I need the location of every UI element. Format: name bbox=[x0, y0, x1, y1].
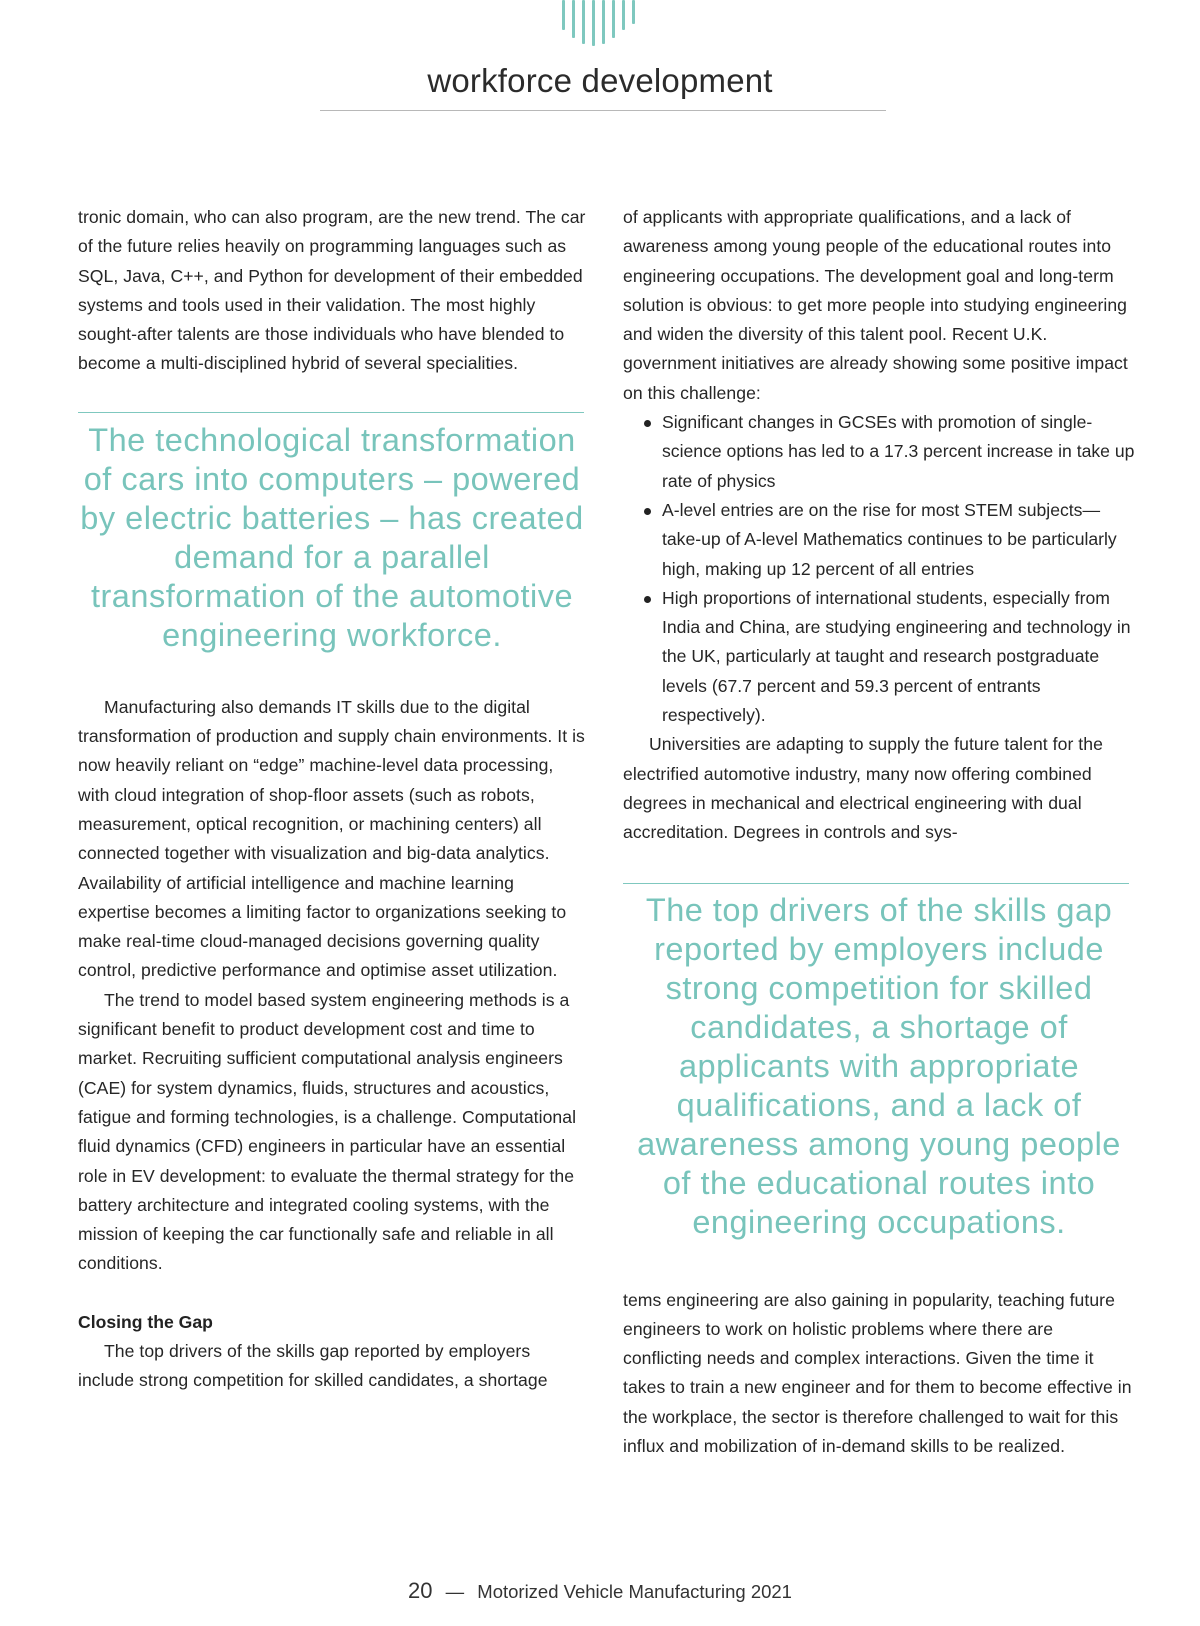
bullet-list bbox=[623, 408, 1135, 730]
left-paragraph-2: Manufacturing also demands IT skills due to the digital transformation of production and supply chain environments. It is now heavily reliant on “edge” machine-level data processing, with cloud integration of shop-floor assets (such as robots, measurement, optical recognition, or machining centers) all connected together with visualization and big-data analytics. Availability of artificial intelligence and machine learning expertise becomes a limiting factor to organizations seeking to make real-time cloud-managed decisions governing quality control, predictive performance and optimise asset utilization. bbox=[78, 696, 585, 981]
section-title: workforce development bbox=[427, 62, 773, 99]
left-paragraph-1: tronic domain, who can also program, are the new trend. The car of the future relies heavily on programming languages such as SQL, Java, C++, and Python for development of their embedded systems and tools used in their validation. The most highly sought-after talents are those individuals who have blended to become a multi-disciplined hybrid of several specialities. bbox=[78, 207, 586, 374]
right-paragraph-1: of applicants with appropriate qualifications, and a lack of awareness among young people of the educational routes into engineering occupations. The development goal and long-term solution is obvious: to get more people into studying engineering and widen the diversity of this talent pool. Recent U.K. government initiatives are already showing some positive impact on this challenge: bbox=[623, 207, 1128, 403]
pull-quote-right: The top drivers of the skills gap reported by employers include strong competition for skilled candidates, a shortage of applicants with appropriate qualifications, and a lack of awareness among young people of the educational routes into engineering occupations. bbox=[637, 891, 1121, 1240]
title-divider bbox=[320, 110, 886, 111]
pull-quote-left: The technological transformation of cars into computers – powered by electric batteries – has created demand for a parallel transformation of the automotive engineering workforce. bbox=[80, 421, 584, 653]
right-column bbox=[623, 203, 1135, 1461]
publication-name: Motorized Vehicle Manufacturing 2021 bbox=[477, 1581, 792, 1602]
right-paragraph-3: tems engineering are also gaining in popularity, teaching future engineers to work on holistic problems where there are conflicting needs and complex interactions. Given the time it takes to train a new engineer and for them to become effective in the workplace, the sector is therefore challenged to wait for this influx and mobilization of in-demand skills to be realized. bbox=[623, 1289, 1132, 1457]
left-paragraph-3: The trend to model based system engineering methods is a significant benefit to product development cost and time to market. Recruiting sufficient computational analysis engineers (CAE) for system dynamics, fluids, structures and acoustics, fatigue and forming technologies, is a challenge. Computational fluid dynamics (CFD) engineers in particular have an essential role in EV development: to evaluate the thermal strategy for the battery architecture and integrated cooling systems, with the mission of keeping the car functionally safe and reliable in all conditions. bbox=[78, 989, 577, 1274]
left-column bbox=[78, 203, 586, 1396]
list-item: A-level entries are on the rise for most STEM subjects—take-up of A-level Mathematics continues to be particularly high, making up 12 percent of all entries bbox=[623, 496, 1135, 584]
pull-quote-rule bbox=[623, 883, 1129, 884]
list-item: High proportions of international students, especially from India and China, are studying engineering and technology in the UK, particularly at taught and research postgraduate levels (67.7 percent and 59.3 percent of entrants respectively). bbox=[623, 584, 1135, 730]
footer-separator: — bbox=[445, 1581, 465, 1602]
left-paragraph-4: The top drivers of the skills gap reported by employers include strong competition for skilled candidates, a shortage bbox=[78, 1341, 548, 1391]
right-paragraph-2: Universities are adapting to supply the future talent for the electrified automotive industry, many now offering combined degrees in mechanical and electrical engineering with dual accreditation. Degrees in controls and sys- bbox=[623, 734, 1103, 843]
page-number: 20 bbox=[408, 1578, 433, 1603]
header-ornament-icon bbox=[558, 0, 642, 48]
pull-quote-rule bbox=[78, 412, 584, 413]
page-footer bbox=[0, 1578, 1200, 1604]
subhead-closing-the-gap: Closing the Gap bbox=[78, 1311, 213, 1332]
list-item: Significant changes in GCSEs with promotion of single-science options has led to a 17.3 percent increase in take up rate of physics bbox=[623, 408, 1135, 496]
